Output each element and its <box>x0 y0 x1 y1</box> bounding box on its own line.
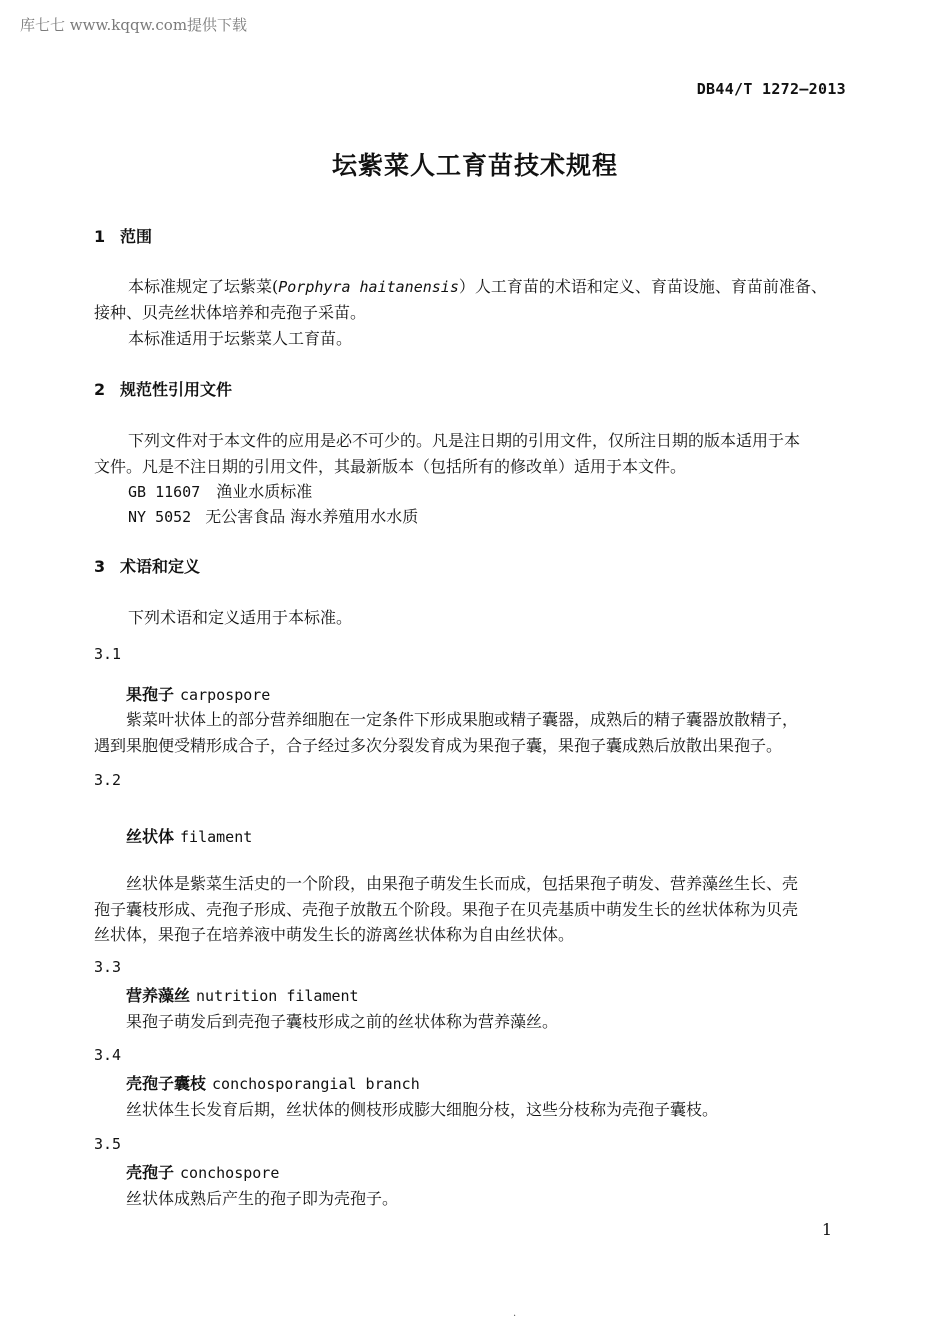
text-span: 本标准规定了坛紫菜( <box>128 277 279 296</box>
section-title: 规范性引用文件 <box>120 380 233 399</box>
term-chinese: 壳孢子 <box>126 1163 175 1182</box>
term-definition-line: 丝状体，果孢子在培养液中萌发生长的游离丝状体称为自由丝状体。 <box>94 925 575 944</box>
section-heading-terms <box>94 554 200 577</box>
term-number: 3.2 <box>94 771 122 789</box>
term-english: conchosporangial branch <box>212 1075 420 1093</box>
references-paragraph-line-2: 文件。凡是不注日期的引用文件，其最新版本（包括所有的修改单）适用于本文件。 <box>94 457 687 476</box>
section-title: 术语和定义 <box>120 557 201 576</box>
term-english: carpospore <box>180 686 271 704</box>
latin-name: Porphyra haitanensis <box>278 278 459 296</box>
section-number: 2 <box>94 380 106 399</box>
section-number: 3 <box>94 557 106 576</box>
section-title: 范围 <box>120 227 153 246</box>
section-number: 1 <box>94 227 106 246</box>
term-chinese: 果孢子 <box>126 685 175 704</box>
term-definition-line: 孢子囊枝形成、壳孢子形成、壳孢子放散五个阶段。果孢子在贝壳基质中萌发生长的丝状体称为贝壳 <box>94 900 799 919</box>
term-english: filament <box>180 828 253 846</box>
term-number: 3.1 <box>94 645 122 663</box>
scope-paragraph-2: 本标准适用于坛紫菜人工育苗。 <box>128 329 353 348</box>
term-definition-line: 紫菜叶状体上的部分营养细胞在一定条件下形成果胞或精子囊器，成熟后的精子囊器放散精子， <box>126 710 799 729</box>
text-span: ）人工育苗的术语和定义、育苗设施、育苗前准备、 <box>458 277 827 296</box>
watermark-text: 库七七 www.kqqw.com提供下载 <box>20 16 248 34</box>
reference-code: NY 5052 <box>128 508 192 526</box>
term-english: conchospore <box>180 1164 280 1182</box>
reference-item <box>128 504 418 527</box>
term-heading <box>126 682 270 705</box>
standard-number: DB44/T 1272—2013 <box>696 80 846 98</box>
term-heading <box>126 983 359 1006</box>
reference-code: GB 11607 <box>128 483 201 501</box>
terms-intro: 下列术语和定义适用于本标准。 <box>128 608 353 627</box>
term-definition-line: 果孢子萌发后到壳孢子囊枝形成之前的丝状体称为营养藻丝。 <box>126 1012 559 1031</box>
scope-paragraph-line-1 <box>128 274 827 297</box>
term-heading <box>126 824 252 847</box>
term-chinese: 壳孢子囊枝 <box>126 1074 207 1093</box>
page-number: 1 <box>821 1220 832 1239</box>
term-english: nutrition filament <box>196 987 359 1005</box>
term-chinese: 丝状体 <box>126 827 175 846</box>
term-definition-line: 丝状体成熟后产生的孢子即为壳孢子。 <box>126 1189 399 1208</box>
term-heading <box>126 1071 420 1094</box>
term-heading <box>126 1160 279 1183</box>
reference-name: 渔业水质标准 <box>216 482 313 501</box>
section-heading-scope <box>94 224 152 247</box>
references-paragraph-line-1: 下列文件对于本文件的应用是必不可少的。凡是注日期的引用文件，仅所注日期的版本适用于本 <box>128 431 801 450</box>
term-definition-line: 丝状体是紫菜生活史的一个阶段，由果孢子萌发生长而成，包括果孢子萌发、营养藻丝生长、壳 <box>126 874 799 893</box>
term-chinese: 营养藻丝 <box>126 986 191 1005</box>
section-heading-normative-references <box>94 377 232 400</box>
term-definition-line: 丝状体生长发育后期，丝状体的侧枝形成膨大细胞分枝，这些分枝称为壳孢子囊枝。 <box>126 1100 719 1119</box>
term-number: 3.4 <box>94 1046 122 1064</box>
scope-paragraph-line-2: 接种、贝壳丝状体培养和壳孢子采苗。 <box>94 303 367 322</box>
reference-item <box>128 479 312 502</box>
reference-name: 无公害食品 海水养殖用水水质 <box>205 507 419 526</box>
term-number: 3.3 <box>94 958 122 976</box>
document-title: 坛紫菜人工育苗技术规程 <box>331 151 618 180</box>
term-definition-line: 遇到果胞便受精形成合子，合子经过多次分裂发育成为果孢子囊，果孢子囊成熟后放散出果孢子。 <box>94 736 783 755</box>
scan-dot: . <box>513 1308 517 1319</box>
term-number: 3.5 <box>94 1135 122 1153</box>
